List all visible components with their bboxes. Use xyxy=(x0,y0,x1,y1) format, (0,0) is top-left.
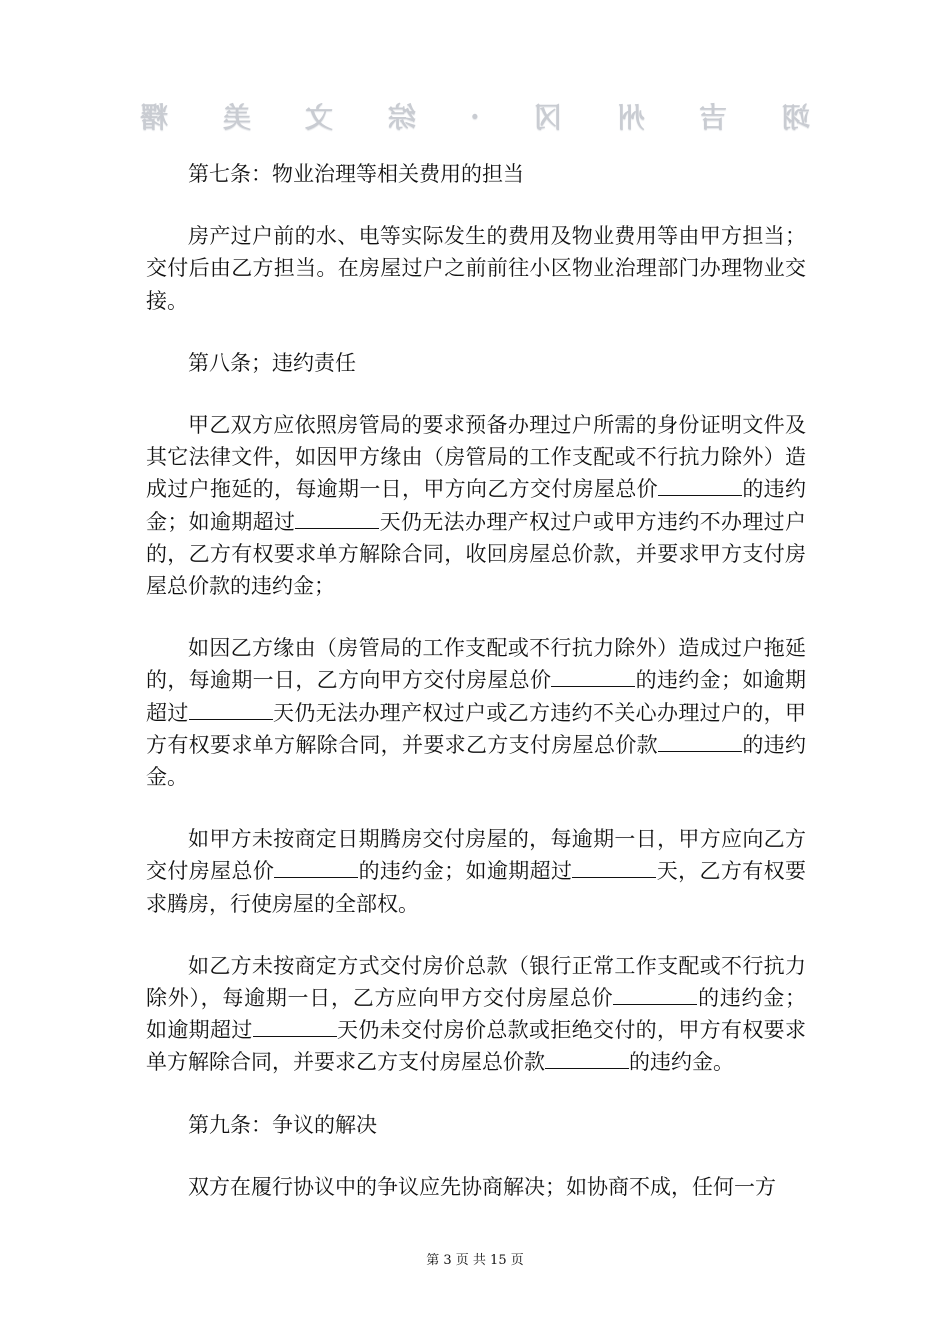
paragraph-text: 的违约金；如逾期超过 xyxy=(146,477,806,534)
fill-in-blank xyxy=(658,731,742,752)
watermark-glyph: 文 xyxy=(305,101,334,134)
watermark-glyph: 吉 xyxy=(699,101,728,134)
paragraph-text: 的违约金；如逾期超过 xyxy=(146,668,807,725)
article-heading: 第八条；违约责任 xyxy=(188,350,356,375)
document-body xyxy=(146,158,806,1233)
fill-in-blank xyxy=(253,1016,337,1037)
article-heading: 第九条：争议的解决 xyxy=(188,1112,377,1137)
watermark-glyph: 糬 xyxy=(140,101,169,134)
paragraph-text: 房产过户前的水、电等实际发生的费用及物业费用等由甲方担当；交付后由乙方担当。在房屋过户之前前往小区物业治理部门办理物业交接。 xyxy=(146,224,806,313)
paragraph-text: 天仍无法办理产权过户或甲方违约不办理过户的，乙方有权要求单方解除合同，收回房屋总价款，并要求甲方支付房屋总价款的违约金； xyxy=(146,509,807,599)
watermark-glyph: · xyxy=(470,99,480,133)
paragraph xyxy=(146,409,806,602)
article-heading: 第七条：物业治理等相关费用的担当 xyxy=(188,162,524,186)
watermark-glyph: 冈 xyxy=(534,101,563,134)
paragraph-text: 如乙方未按商定方式交付房价总款（银行正常工作支配或不行抗力除外），每逾期一日，乙方应向甲方交付房屋总价 xyxy=(146,953,806,1011)
paragraph xyxy=(146,950,806,1079)
paragraph-text: 的违约金。 xyxy=(146,732,806,790)
paragraph-text: 的违约金。 xyxy=(629,1050,734,1075)
paragraph-text: 天仍未交付房价总款或拒绝交付的，甲方有权要求单方解除合同，并要求乙方支付房屋总价款 xyxy=(146,1018,807,1075)
watermark-glyph: 综 xyxy=(387,101,416,134)
watermark xyxy=(140,98,810,134)
paragraph-text: 双方在履行协议中的争议应先协商解决；如协商不成，任何一方 xyxy=(188,1174,776,1199)
paragraph xyxy=(146,220,806,317)
fill-in-blank xyxy=(189,699,273,720)
fill-in-blank xyxy=(551,666,635,687)
paragraph-text: 的违约金；如逾期超过 xyxy=(146,986,807,1043)
fill-in-blank xyxy=(613,984,697,1005)
watermark-glyph: 美 xyxy=(222,101,251,134)
paragraph-text: 的违约金；如逾期超过 xyxy=(358,859,573,884)
paragraph-text: 甲乙双方应依照房管局的要求预备办理过户所需的身份证明文件及其它法律文件，如因甲方缘由（房管局的工作支配或不行抗力除外）造成过户拖延的，每逾期一日，甲方向乙方交付房屋总价 xyxy=(146,413,806,502)
paragraph xyxy=(146,1171,806,1203)
paragraph-text: 天，乙方有权要求腾房，行使房屋的全部权。 xyxy=(146,859,806,916)
fill-in-blank xyxy=(572,857,656,878)
page-footer: 第 3 页 共 15 页 xyxy=(426,1253,524,1268)
paragraph xyxy=(146,632,806,793)
paragraph-text: 天仍无法办理产权过户或乙方违约不关心办理过户的，甲方有权要求单方解除合同，并要求乙方支付房屋总价款 xyxy=(146,700,807,757)
paragraph xyxy=(146,823,806,920)
fill-in-blank xyxy=(545,1048,629,1069)
fill-in-blank xyxy=(274,857,358,878)
watermark-glyph: 州 xyxy=(616,101,645,134)
paragraph-text: 如甲方未按商定日期腾房交付房屋的，每逾期一日，甲方应向乙方交付房屋总价 xyxy=(146,827,806,884)
fill-in-blank xyxy=(295,508,379,529)
watermark-glyph: 翊 xyxy=(781,101,810,134)
fill-in-blank xyxy=(658,475,742,496)
paragraph-text: 如因乙方缘由（房管局的工作支配或不行抗力除外）造成过户拖延的，每逾期一日，乙方向甲方交付房屋总价 xyxy=(146,636,806,693)
